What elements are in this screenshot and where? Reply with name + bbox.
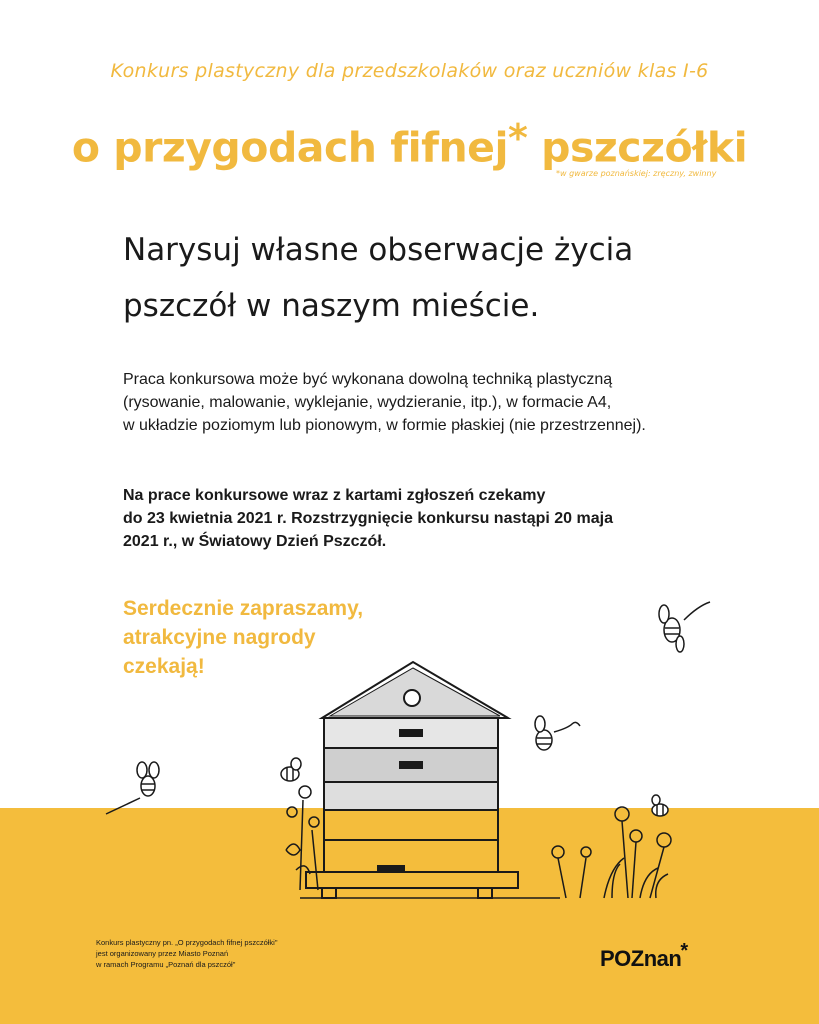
bee-icon: [659, 602, 710, 652]
bee-icon: [535, 716, 580, 750]
organizer-line-3: w ramach Programu „Poznań dla pszczół": [96, 960, 236, 969]
title-main: o przygodach fifnej: [71, 123, 509, 172]
title-footnote: *w gwarze poznańskiej: zręczny, zwinny: [556, 169, 717, 178]
poznan-logo: [600, 940, 689, 972]
deadline-line-2: do 23 kwietnia 2021 r. Rozstrzygnięcie konkursu nastąpi 20 maja: [123, 510, 613, 527]
organizer-line-2: jest organizowany przez Miasto Poznań: [96, 949, 229, 958]
lead-line-1: Narysuj własne obserwacje życia: [123, 232, 634, 268]
bee-icon: [106, 762, 159, 814]
title-asterisk: *: [508, 116, 528, 160]
organizer-note: [96, 937, 278, 970]
bee-icon: [281, 758, 301, 781]
deadline-line-1: Na prace konkursowe wraz z kartami zgłoszeń czekamy: [123, 487, 546, 504]
organizer-line-1: Konkurs plastyczny pn. „O przygodach fifnej pszczółki": [96, 938, 278, 947]
invite-line-2: atrakcyjne nagrody: [123, 626, 316, 649]
deadline-line-3: 2021 r., w Światowy Dzień Pszczół.: [123, 533, 387, 550]
logo-asterisk: *: [680, 940, 688, 962]
invite-line-3: czekają!: [123, 655, 205, 678]
invite-line-1: Serdecznie zapraszamy,: [123, 597, 364, 620]
description-line-3: w układzie poziomym lub pionowym, w formie płaskiej (nie przestrzennej).: [123, 417, 646, 434]
description-line-2: (rysowanie, malowanie, wyklejanie, wydzieranie, itp.), w formacie A4,: [123, 394, 612, 411]
contest-subtitle: Konkurs plastyczny dla przedszkolaków oraz uczniów klas I-6: [110, 60, 709, 82]
bee-icon: [652, 795, 668, 816]
description-line-1: Praca konkursowa może być wykonana dowolną techniką plastyczną: [123, 371, 613, 388]
logo-text: POZnan: [600, 946, 682, 971]
flower-icon: [552, 807, 671, 898]
title-end: pszczółki: [527, 123, 748, 172]
lead-line-2: pszczół w naszym mieście.: [123, 288, 540, 324]
beehive-icon: [300, 662, 560, 898]
